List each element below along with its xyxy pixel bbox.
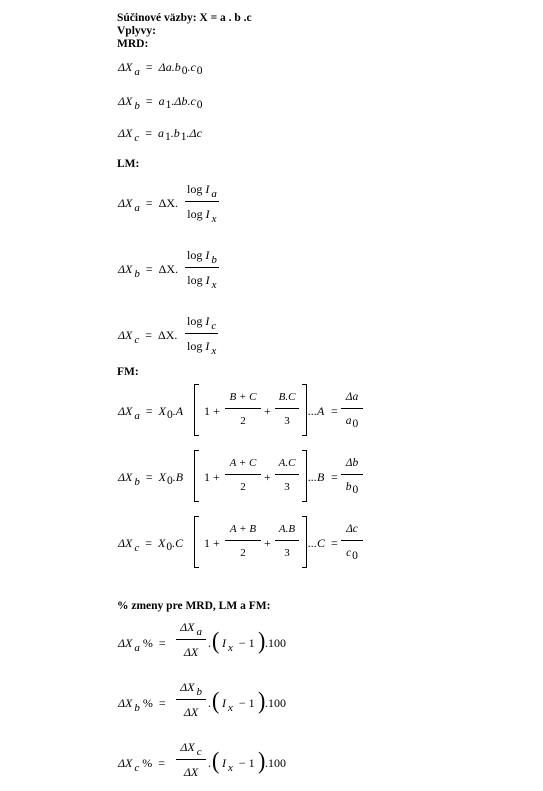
equals: = bbox=[331, 404, 338, 418]
equals: = bbox=[145, 94, 153, 108]
frac-2 bbox=[275, 388, 299, 430]
equals: = bbox=[145, 328, 153, 342]
equals: = bbox=[158, 636, 166, 650]
delta-x: ΔX bbox=[118, 262, 133, 276]
bracket-left bbox=[194, 516, 199, 568]
pct-eq-c bbox=[0, 738, 543, 788]
sub-zero: 0 bbox=[352, 550, 358, 562]
ratio bbox=[341, 520, 363, 562]
log-text: log bbox=[187, 339, 203, 353]
sub-b: b bbox=[134, 100, 140, 112]
X: X bbox=[158, 536, 166, 550]
plus: + bbox=[264, 470, 271, 484]
one-plus: 1 + bbox=[204, 536, 220, 550]
fraction-bar bbox=[341, 408, 363, 409]
den-dx: ΔX bbox=[183, 705, 199, 719]
ratio-num: Δb bbox=[345, 457, 359, 469]
X: X bbox=[158, 404, 166, 418]
sub-one: 1 bbox=[180, 131, 187, 143]
log-text: log bbox=[187, 207, 203, 221]
ratio-den: c bbox=[346, 547, 352, 559]
bracket-right bbox=[302, 450, 307, 502]
coef: ΔX. bbox=[158, 196, 179, 210]
minus-one: − 1 bbox=[238, 636, 255, 650]
sub-c: c bbox=[196, 746, 202, 758]
frac-den: 2 bbox=[240, 547, 246, 559]
frac-1 bbox=[225, 454, 261, 496]
sub-one: 1 bbox=[165, 99, 172, 111]
fraction-bar bbox=[275, 540, 299, 541]
I: I bbox=[222, 636, 226, 650]
sub-zero: 0 bbox=[167, 409, 173, 421]
sub-x: x bbox=[211, 213, 217, 225]
ratio bbox=[341, 388, 363, 430]
percent-sign: % bbox=[142, 636, 153, 650]
sub-a: a bbox=[196, 626, 202, 638]
sub-c: c bbox=[134, 762, 140, 774]
paren-left: ( bbox=[212, 626, 220, 655]
rhs: Δa.b bbox=[158, 60, 181, 74]
sub-b: b bbox=[196, 686, 202, 698]
sub-b: b bbox=[134, 702, 140, 714]
tail: ...B bbox=[308, 470, 325, 484]
equals: = bbox=[158, 756, 166, 770]
caps: .A bbox=[172, 404, 184, 418]
fraction-bar bbox=[275, 474, 299, 475]
equals: = bbox=[145, 404, 153, 418]
fraction-bar bbox=[176, 759, 206, 760]
ratio-den: a bbox=[345, 415, 352, 427]
ratio-num: Δc bbox=[346, 523, 358, 535]
caps: .B bbox=[172, 470, 184, 484]
tail: ...C bbox=[308, 536, 326, 550]
ratio-den: b bbox=[345, 481, 352, 493]
frac-1 bbox=[225, 520, 261, 562]
sub-zero: 0 bbox=[167, 475, 173, 487]
sub-one: 1 bbox=[165, 131, 171, 143]
delta-x: ΔX bbox=[118, 328, 133, 342]
pct-fraction bbox=[176, 678, 206, 721]
ratio-num: Δa bbox=[345, 391, 359, 403]
lm-fraction-a bbox=[185, 180, 219, 224]
delta-x: ΔX bbox=[118, 470, 133, 484]
rhs-a: a bbox=[158, 94, 165, 108]
sub-zero: 0 bbox=[181, 65, 188, 77]
bracket-left bbox=[194, 384, 199, 436]
frac-num: A + C bbox=[229, 457, 257, 469]
bracket-right bbox=[302, 384, 307, 436]
c-var: .c bbox=[187, 60, 196, 74]
fraction-bar bbox=[176, 639, 206, 640]
fraction-bar bbox=[225, 408, 261, 409]
sub-zero: 0 bbox=[166, 541, 173, 553]
equals: = bbox=[145, 60, 153, 74]
sub-b: b bbox=[134, 268, 140, 280]
fraction-bar bbox=[185, 201, 219, 202]
minus-one: − 1 bbox=[238, 756, 255, 770]
frac-den: 2 bbox=[240, 415, 246, 427]
sub-a: a bbox=[134, 66, 140, 78]
delta-x: ΔX bbox=[118, 404, 133, 418]
delta-x: ΔX bbox=[118, 636, 133, 650]
sub-zero: 0 bbox=[196, 65, 203, 77]
log-text: log bbox=[187, 182, 203, 196]
minus-one: − 1 bbox=[238, 696, 255, 710]
X: X bbox=[158, 470, 166, 484]
equals: = bbox=[145, 470, 153, 484]
sub-b: b bbox=[134, 476, 140, 488]
sub-c: c bbox=[211, 320, 217, 332]
delta-x: ΔX bbox=[118, 196, 133, 210]
sub-x: x bbox=[211, 345, 217, 357]
ratio bbox=[341, 454, 363, 496]
mrd-eq-b bbox=[118, 94, 203, 112]
lm-fraction-b bbox=[185, 246, 219, 290]
den-dx: ΔX bbox=[183, 765, 199, 779]
fraction-bar bbox=[176, 699, 206, 700]
delta-x: ΔX bbox=[118, 60, 133, 74]
delta-x: ΔX bbox=[118, 696, 133, 710]
caps: .C bbox=[172, 536, 184, 550]
delta-x: ΔX bbox=[118, 94, 133, 108]
dot: . bbox=[208, 756, 211, 770]
pct-eq-a bbox=[0, 618, 543, 668]
log-text: log bbox=[187, 273, 203, 287]
equals: = bbox=[145, 126, 153, 140]
fraction-bar bbox=[225, 474, 261, 475]
paren-left: ( bbox=[212, 746, 220, 775]
fm-label: FM: bbox=[117, 366, 139, 378]
fm-eq-b bbox=[0, 448, 543, 508]
sub-c: c bbox=[134, 542, 140, 554]
fm-eq-a bbox=[0, 382, 543, 442]
den-dx: ΔX bbox=[183, 645, 199, 659]
sub-zero: 0 bbox=[352, 418, 359, 430]
I: I bbox=[205, 273, 210, 287]
sub-zero: 0 bbox=[196, 99, 203, 111]
delta-x: ΔX bbox=[118, 756, 133, 770]
tail: ...A bbox=[308, 404, 325, 418]
ix-group bbox=[222, 756, 255, 774]
sub-x: x bbox=[228, 642, 233, 654]
fraction-bar bbox=[341, 540, 363, 541]
num-dx: ΔX bbox=[180, 620, 195, 634]
percent-sign: % bbox=[142, 696, 153, 710]
fraction-bar bbox=[185, 267, 219, 268]
mrd-eq-a bbox=[118, 60, 203, 78]
equals: = bbox=[331, 470, 338, 484]
times-100: .100 bbox=[265, 636, 286, 650]
one-plus: 1 + bbox=[204, 470, 220, 484]
delta-x: ΔX bbox=[118, 536, 133, 550]
heading: Súčinové väzby: X = a . b .c bbox=[117, 12, 252, 24]
rhs-a: a bbox=[158, 126, 165, 140]
coef: ΔX. bbox=[158, 328, 178, 342]
sub-a: a bbox=[134, 202, 140, 214]
frac-den: 3 bbox=[284, 547, 290, 559]
frac-1 bbox=[225, 388, 261, 430]
bracket-left bbox=[194, 450, 199, 502]
times-100: .100 bbox=[265, 696, 286, 710]
ix-group bbox=[222, 696, 255, 714]
frac-num: B.C bbox=[278, 391, 296, 403]
I: I bbox=[222, 756, 226, 770]
dot: . bbox=[208, 636, 211, 650]
num-dx: ΔX bbox=[180, 680, 195, 694]
sub-b: b bbox=[211, 254, 217, 266]
frac-den: 2 bbox=[240, 481, 246, 493]
frac-2 bbox=[275, 454, 299, 496]
equals: = bbox=[158, 696, 166, 710]
log-text: log bbox=[187, 248, 203, 262]
frac-2 bbox=[275, 520, 299, 562]
I: I bbox=[205, 207, 210, 221]
lm-label: LM: bbox=[117, 158, 140, 170]
I: I bbox=[205, 339, 210, 353]
pct-fraction bbox=[176, 738, 206, 781]
I: I bbox=[205, 182, 210, 196]
plus: + bbox=[264, 404, 271, 418]
fm-eq-c bbox=[0, 514, 543, 574]
num-dx: ΔX bbox=[180, 740, 195, 754]
I: I bbox=[222, 696, 226, 710]
mrd-eq-c bbox=[118, 126, 202, 144]
I: I bbox=[205, 314, 210, 328]
bracket-right bbox=[302, 516, 307, 568]
one-plus: 1 + bbox=[204, 404, 220, 418]
equals: = bbox=[145, 536, 153, 550]
paren-right: ) bbox=[258, 626, 266, 655]
percent-sign: % bbox=[142, 756, 153, 770]
plus: + bbox=[264, 536, 271, 550]
fraction-bar bbox=[275, 408, 299, 409]
frac-num: B + C bbox=[229, 391, 257, 403]
sub-c: c bbox=[134, 334, 140, 346]
frac-den: 3 bbox=[284, 481, 290, 493]
rhs-rest: .Δb.c bbox=[171, 94, 196, 108]
ix-group bbox=[222, 636, 255, 654]
sub-a: a bbox=[134, 642, 140, 654]
delta-x: ΔX bbox=[118, 126, 133, 140]
frac-den: 3 bbox=[284, 415, 290, 427]
sub-x: x bbox=[228, 762, 233, 774]
mrd-label: MRD: bbox=[117, 38, 149, 50]
paren-left: ( bbox=[212, 686, 220, 715]
sub-a: a bbox=[134, 410, 140, 422]
paren-right: ) bbox=[258, 686, 266, 715]
frac-num: A.C bbox=[278, 457, 296, 469]
sub-a: a bbox=[211, 188, 217, 200]
dot: . bbox=[208, 696, 211, 710]
sub-zero: 0 bbox=[352, 484, 359, 496]
paren-right: ) bbox=[258, 746, 266, 775]
equals: = bbox=[145, 196, 153, 210]
rhs-b: .b bbox=[170, 126, 180, 140]
times-100: .100 bbox=[265, 756, 286, 770]
sub-x: x bbox=[228, 702, 233, 714]
coef: ΔX. bbox=[158, 262, 179, 276]
equals: = bbox=[145, 262, 153, 276]
log-text: log bbox=[187, 314, 203, 328]
influences-label: Vplyvy: bbox=[117, 25, 156, 37]
I: I bbox=[205, 248, 210, 262]
pct-fraction bbox=[176, 618, 206, 661]
sub-c: c bbox=[134, 132, 140, 144]
fraction-bar bbox=[185, 333, 218, 334]
pct-eq-b bbox=[0, 678, 543, 728]
frac-num: A + B bbox=[229, 523, 257, 535]
equals: = bbox=[331, 536, 338, 550]
frac-num: A.B bbox=[278, 523, 296, 535]
fraction-bar bbox=[225, 540, 261, 541]
fraction-bar bbox=[341, 474, 363, 475]
rhs-c: .Δc bbox=[186, 126, 202, 140]
sub-x: x bbox=[211, 279, 217, 291]
lm-fraction-c bbox=[185, 312, 218, 356]
pct-heading: % zmeny pre MRD, LM a FM: bbox=[117, 600, 271, 612]
